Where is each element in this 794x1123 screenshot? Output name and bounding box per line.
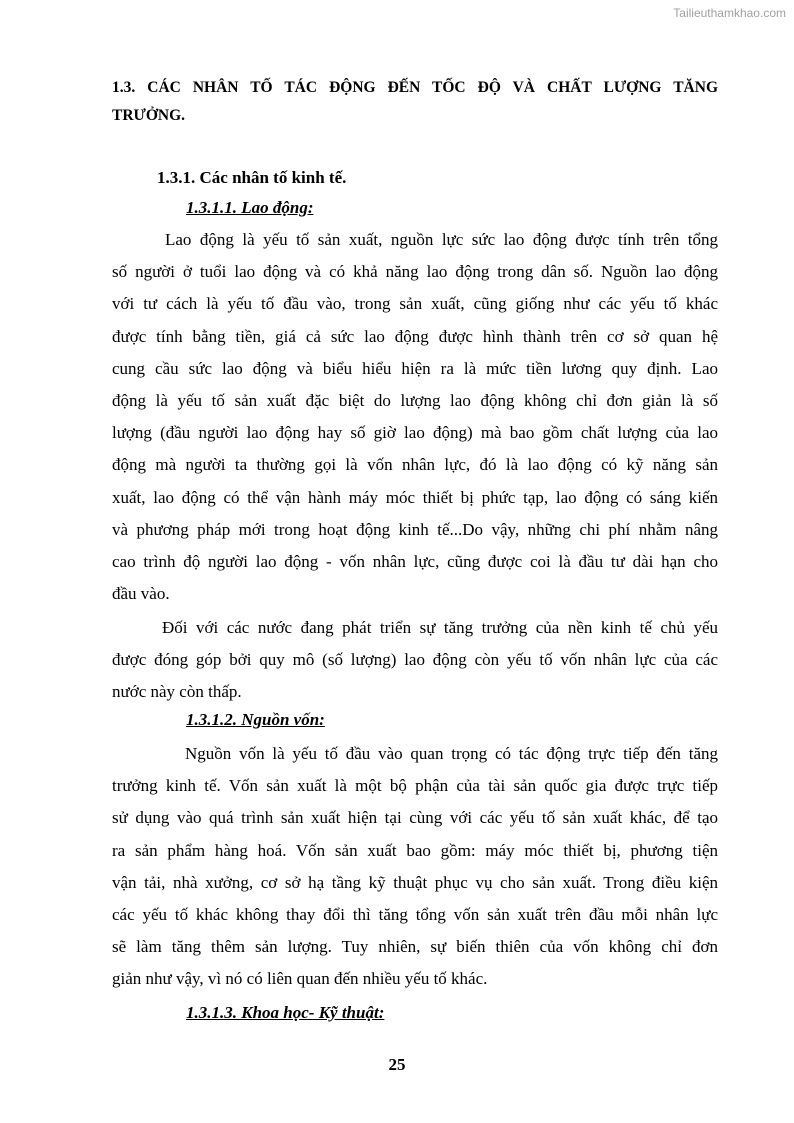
text-line: các yếu tố khác không thay đổi thì tăng tổng vốn sản xuất trên đầu mỗi nhân lực bbox=[112, 905, 718, 924]
text-line: cung cầu sức lao động và biểu hiểu hiện ra là mức tiền lương quy định. Lao bbox=[112, 358, 718, 378]
page-number: 25 bbox=[388, 1055, 406, 1074]
text-line: được tính bằng tiền, giá cả sức lao động được hình thành trên cơ sở quan hệ bbox=[112, 326, 718, 346]
heading-tech: 1.3.1.3. Khoa học- Kỹ thuật: bbox=[186, 1003, 385, 1022]
heading-capital: 1.3.1.2. Nguồn vốn: bbox=[186, 710, 325, 729]
section-title-line-1: 1.3. CÁC NHÂN TỐ TÁC ĐỘNG ĐẾN TỐC ĐỘ VÀ CHẤT LƯỢNG TĂNG bbox=[112, 79, 718, 96]
text-line: Lao động là yếu tố sản xuất, nguồn lực sức lao động được tính trên tổng bbox=[165, 230, 718, 249]
text-line: trưởng kinh tế. Vốn sản xuất là một bộ phận của tài sản quốc gia được trực tiếp bbox=[112, 776, 718, 796]
text-line: sử dụng vào quá trình sản xuất hiện tại cùng với các yếu tố sản xuất khác, để tạo bbox=[112, 808, 718, 828]
section-title-line-2: TRƯỞNG. bbox=[112, 107, 186, 124]
watermark: Tailieuthamkhao.com bbox=[673, 6, 786, 20]
text-line: lượng (đầu người lao động hay số giờ lao động) mà bao gồm chất lượng của lao bbox=[112, 423, 718, 443]
text-line: động mà người ta thường gọi là vốn nhân lực, đó là lao động có kỹ năng sản bbox=[112, 455, 718, 475]
text-line: nước này còn thấp. bbox=[112, 682, 242, 702]
text-line: số người ở tuổi lao động và có khả năng lao động trong dân số. Nguồn lao động bbox=[112, 262, 718, 282]
text-line: sẽ làm tăng thêm sản lượng. Tuy nhiên, sự biến thiên của vốn không chỉ đơn bbox=[112, 937, 718, 957]
text-line: xuất, lao động có thể vận hành máy móc thiết bị phức tạp, lao động có sáng kiến bbox=[112, 487, 718, 507]
subsection-title: 1.3.1. Các nhân tố kinh tế. bbox=[157, 168, 347, 187]
text-line: và phương pháp mới trong hoạt động kinh tế...Do vậy, những chi phí nhằm nâng bbox=[112, 519, 718, 539]
text-line: vận tải, nhà xưởng, cơ sở hạ tầng kỹ thuật phục vụ cho sản xuất. Trong điều kiện bbox=[112, 872, 718, 892]
text-line: giản như vậy, vì nó có liên quan đến nhiều yếu tố khác. bbox=[112, 969, 488, 989]
heading-labor: 1.3.1.1. Lao động: bbox=[186, 198, 314, 217]
text-line: đầu vào. bbox=[112, 584, 170, 604]
text-line: được đóng góp bởi quy mô (số lượng) lao động còn yếu tố vốn nhân lực của các bbox=[112, 650, 718, 670]
text-line: ra sản phẩm hàng hoá. Vốn sản xuất bao gồm: máy móc thiết bị, phương tiện bbox=[112, 840, 718, 860]
text-line: với tư cách là yếu tố đầu vào, trong sản xuất, cũng giống như các yếu tố khác bbox=[112, 294, 718, 314]
text-line: động là yếu tố sản xuất đặc biệt do lượng lao động không chỉ đơn giản là số bbox=[112, 391, 718, 410]
text-line: Nguồn vốn là yếu tố đầu vào quan trọng có tác động trực tiếp đến tăng bbox=[185, 744, 718, 763]
text-line: Đối với các nước đang phát triển sự tăng trưởng của nền kinh tế chủ yếu bbox=[162, 618, 718, 637]
text-line: cao trình độ người lao động - vốn nhân lực, cũng được coi là đầu tư dài hạn cho bbox=[112, 552, 718, 571]
